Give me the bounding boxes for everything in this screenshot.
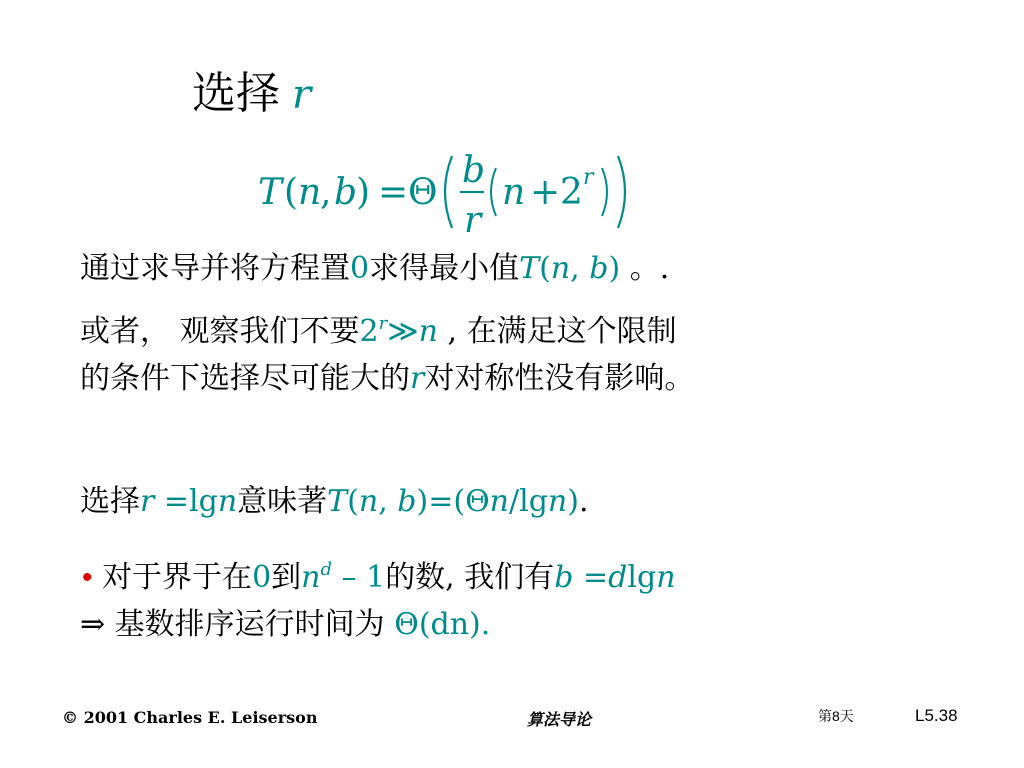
footer-day: 第8天	[818, 708, 854, 724]
line4-slash: /lg	[509, 484, 548, 519]
line6-dot: .	[480, 607, 491, 642]
line5-mid: 的数, 我们有	[385, 560, 555, 595]
line1-zero: 0	[350, 251, 370, 286]
formula-T: T	[258, 172, 283, 213]
implies-arrow-icon: ⇒	[80, 607, 106, 642]
line1-b: b	[589, 251, 609, 286]
paragraph-line-1	[80, 251, 669, 287]
line2-suffix: , 在满足这个限制	[437, 314, 677, 349]
line5-d2: d	[608, 560, 628, 595]
line5-eq: =	[573, 560, 609, 595]
line4-prefix: 选择	[80, 484, 140, 519]
footer-course-title: 算法导论	[527, 710, 592, 729]
formula-open: (	[284, 172, 299, 213]
formula-frac-den: r	[464, 200, 482, 240]
line5-zero: 0	[252, 560, 272, 595]
line5-n2: n	[656, 560, 676, 595]
line4-mid: 意味著	[237, 484, 328, 519]
line5-lg: lg	[627, 560, 657, 595]
line4-b: b	[397, 484, 417, 519]
paragraph-line-5	[82, 559, 676, 596]
formula-b: b	[334, 172, 358, 213]
line1-middle: 求得最小值	[369, 251, 520, 286]
title-variable: r	[292, 72, 312, 118]
formula-exp-r: r	[583, 165, 594, 190]
footer-copyright: © 2001 Charles E. Leiserson	[62, 708, 318, 727]
footer-slide-number: L5.38	[915, 706, 958, 725]
line6-dn: (dn)	[418, 607, 481, 642]
line3-suffix: 对对称性没有影响。	[424, 361, 695, 396]
line5-b: b	[554, 560, 574, 595]
line5-d: d	[320, 559, 333, 580]
line4-r: r	[140, 484, 155, 519]
line1-suffix: 。.	[620, 251, 670, 286]
formula-theta: Θ	[408, 172, 438, 213]
line4-dot: .	[578, 484, 589, 519]
paragraph-line-3	[80, 361, 694, 397]
line1-T: T	[519, 251, 540, 286]
line3-r: r	[410, 361, 425, 396]
line4-close: )=(	[416, 484, 466, 519]
line4-theta: Θ	[465, 484, 490, 519]
paragraph-line-6	[80, 607, 490, 643]
runtime-formula	[256, 146, 646, 240]
line5-minus: – 1	[332, 560, 386, 595]
line4-open: (	[347, 484, 359, 519]
line4-n3: n	[489, 484, 509, 519]
bullet-icon: •	[82, 561, 93, 594]
line4-n2: n	[358, 484, 379, 519]
paragraph-line-2	[80, 313, 677, 350]
line4-comma: ,	[378, 484, 398, 519]
slide-title	[192, 68, 312, 119]
line3-prefix: 的条件下选择尽可能大的	[80, 361, 410, 396]
line4-n4: n	[547, 484, 568, 519]
line4-eq: =lg	[154, 484, 218, 519]
line2-two: 2	[359, 314, 379, 349]
formula-n: n	[298, 172, 322, 213]
formula-frac-num: b	[462, 150, 486, 191]
line2-prefix: 或者， 观察我们不要	[80, 314, 360, 349]
line1-n: n	[550, 251, 571, 286]
line1-prefix: 通过求导并将方程置	[80, 251, 350, 286]
line5-n: n	[301, 560, 321, 595]
line4-T: T	[327, 484, 348, 519]
formula-plus: +	[530, 172, 561, 213]
formula-comma: ,	[320, 172, 332, 213]
line6-theta: Θ	[394, 607, 419, 642]
line2-r: r	[378, 313, 388, 334]
line5-prefix: 对于界于在	[102, 560, 253, 595]
line1-close: )	[608, 251, 621, 286]
line2-n: n	[418, 314, 438, 349]
line4-n: n	[217, 484, 238, 519]
line6-prefix: 基数排序运行时间为	[105, 607, 395, 642]
line1-open: (	[539, 251, 551, 286]
formula-inner-n: n	[502, 172, 526, 213]
formula-close: )	[356, 172, 371, 213]
line1-comma: ,	[570, 251, 590, 286]
formula-two: 2	[560, 172, 583, 213]
line5-to: 到	[271, 560, 302, 595]
paragraph-line-4	[80, 484, 589, 520]
formula-equals: =	[378, 172, 409, 213]
line2-gg: ≫	[387, 314, 419, 349]
title-text: 选择	[192, 68, 280, 119]
line4-close2: )	[567, 484, 579, 519]
